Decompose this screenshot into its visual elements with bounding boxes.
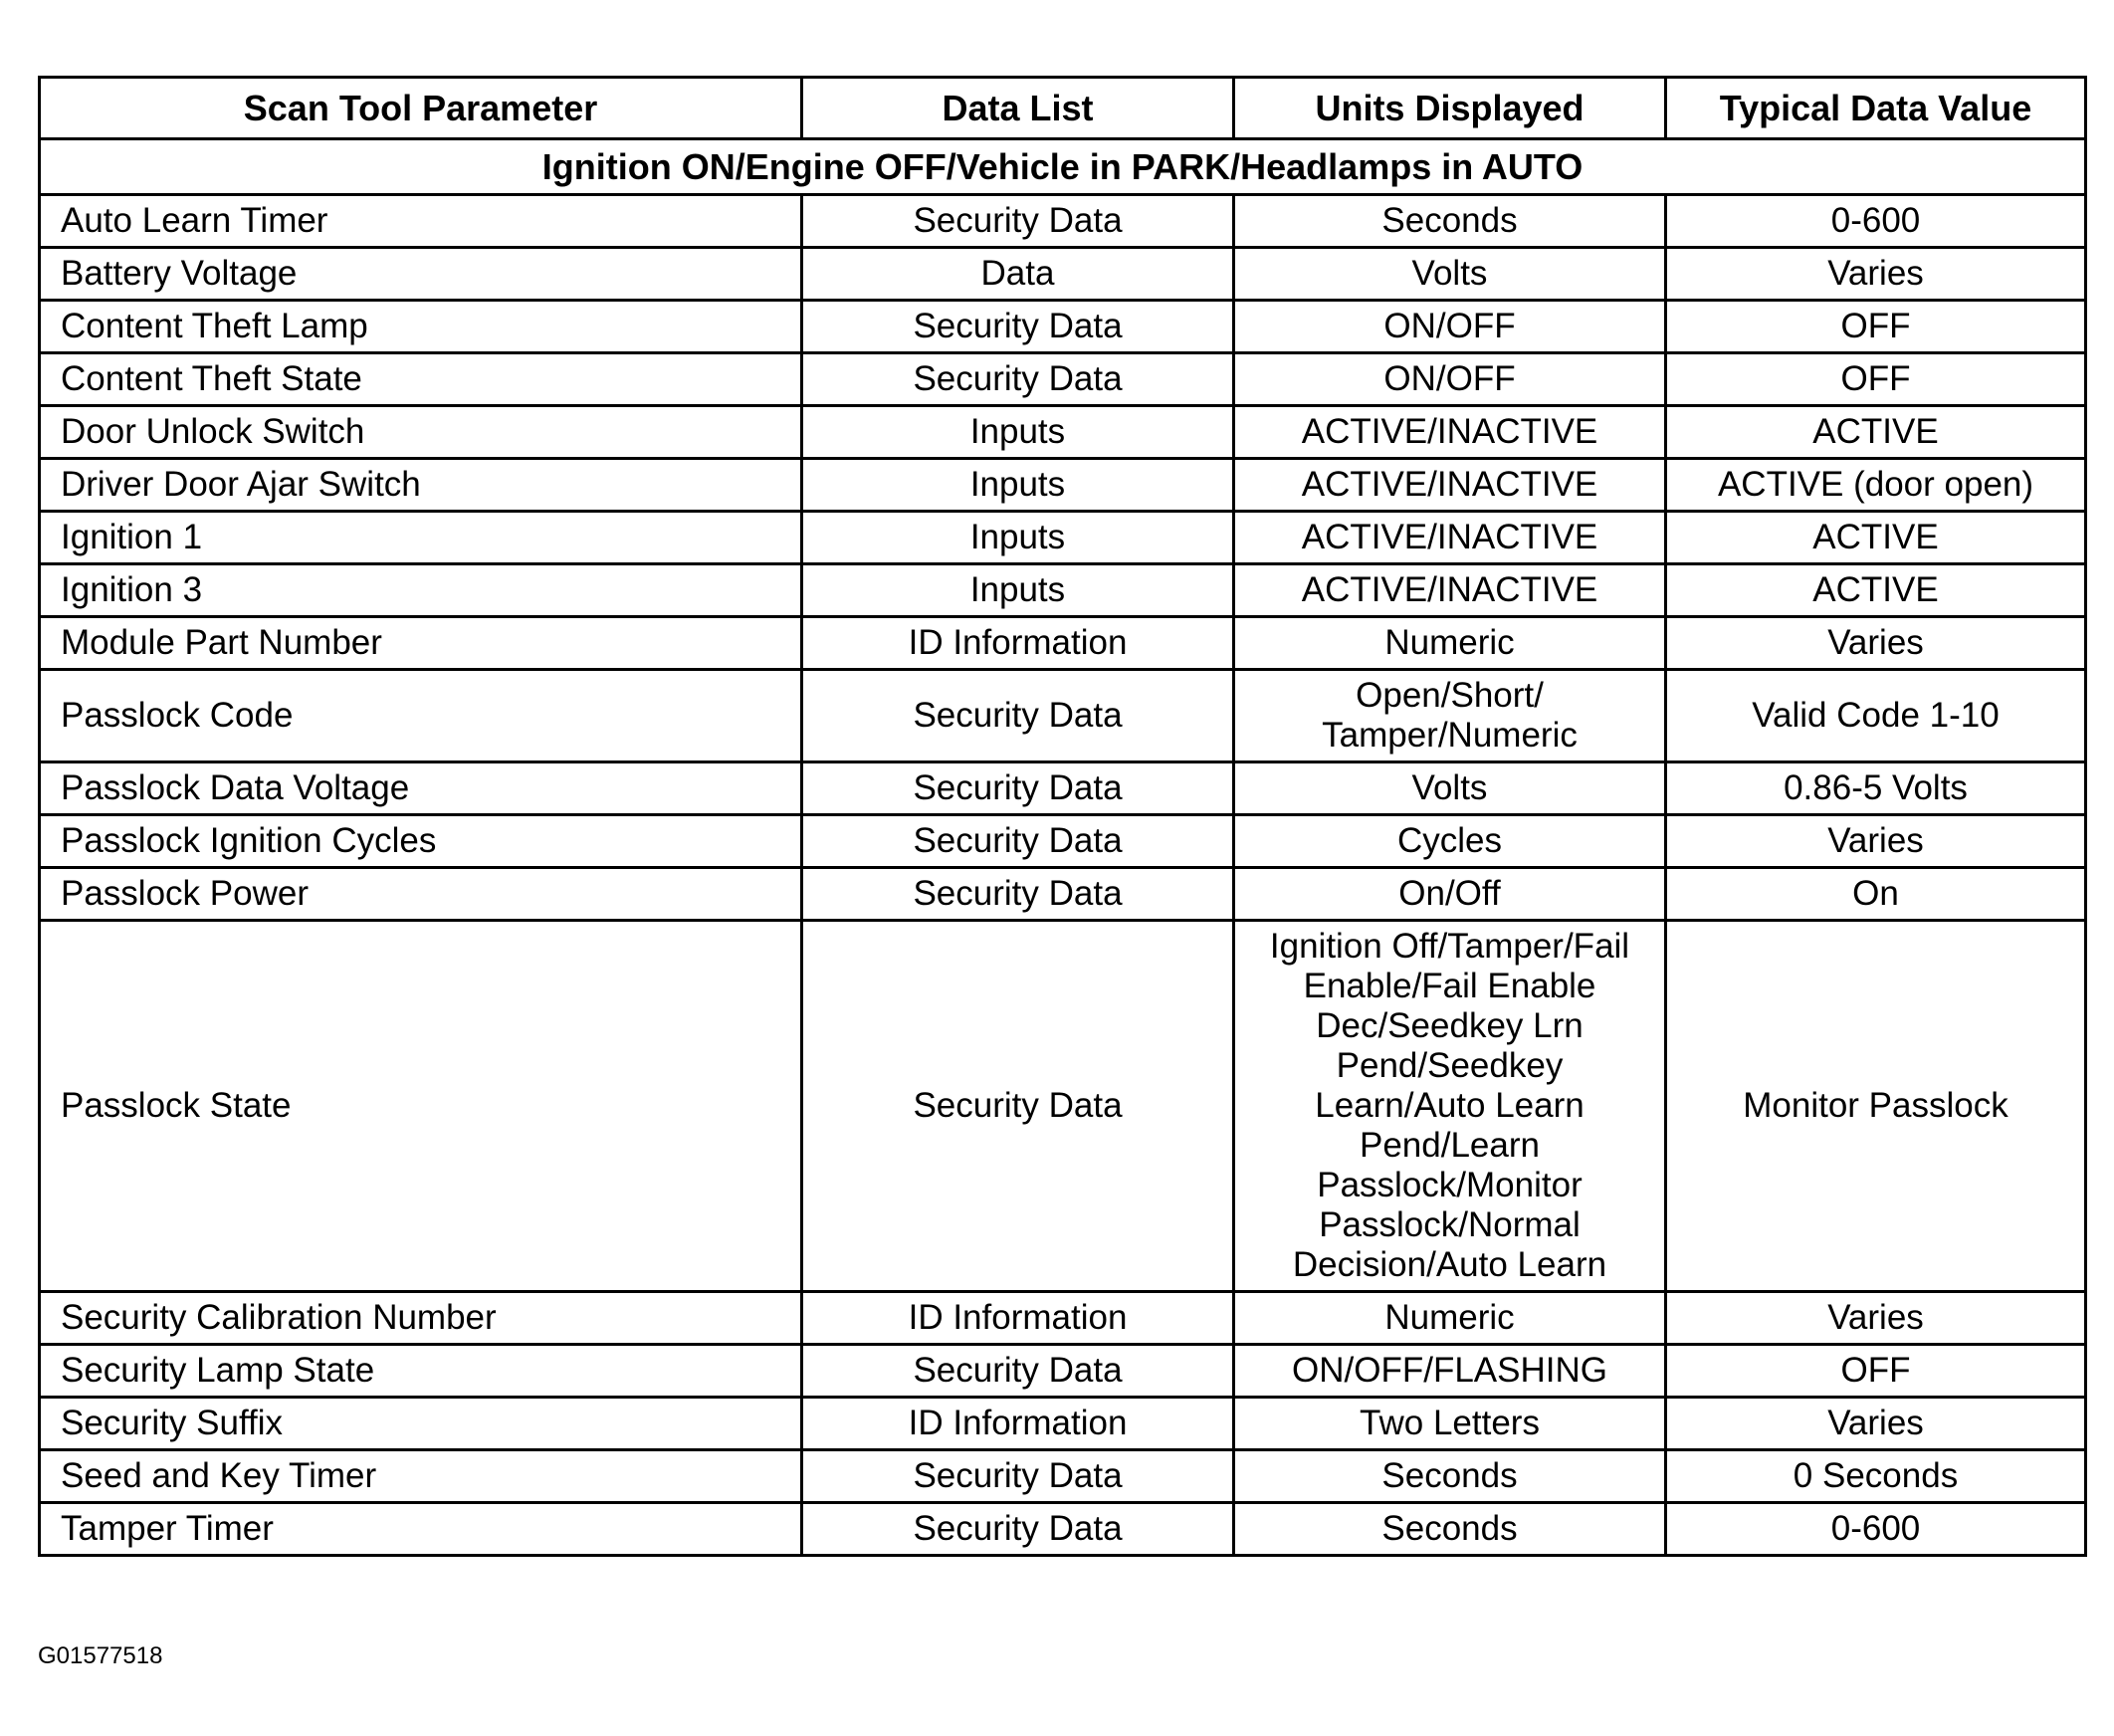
cell-parameter: Passlock Code xyxy=(40,670,802,762)
table-row xyxy=(40,512,2086,564)
cell-typical-data-value: 0.86-5 Volts xyxy=(1666,762,2086,815)
cell-units-displayed xyxy=(1234,868,1666,921)
cell-parameter: Seed and Key Timer xyxy=(40,1450,802,1503)
units-line: ACTIVE/INACTIVE xyxy=(1301,518,1598,556)
units-line: Seconds xyxy=(1381,1509,1518,1548)
table-row xyxy=(40,762,2086,815)
units-line: Two Letters xyxy=(1360,1404,1540,1442)
cell-units-displayed xyxy=(1234,921,1666,1292)
header-scan-tool-parameter: Scan Tool Parameter xyxy=(40,78,802,139)
cell-data-list: Security Data xyxy=(802,670,1234,762)
cell-units-displayed xyxy=(1234,617,1666,670)
cell-units-displayed xyxy=(1234,1503,1666,1556)
cell-data-list: Security Data xyxy=(802,1345,1234,1398)
units-line: Cycles xyxy=(1396,821,1503,860)
cell-data-list: Inputs xyxy=(802,512,1234,564)
units-line: Open/Short/ xyxy=(1356,676,1544,715)
cell-parameter: Door Unlock Switch xyxy=(40,406,802,459)
units-line: Pend/Learn xyxy=(1360,1126,1540,1165)
header-data-list: Data List xyxy=(802,78,1234,139)
cell-data-list: Inputs xyxy=(802,406,1234,459)
cell-parameter: Content Theft Lamp xyxy=(40,301,802,353)
units-line: Tamper/Numeric xyxy=(1322,716,1578,755)
table-header-row xyxy=(40,78,2086,139)
cell-data-list: ID Information xyxy=(802,617,1234,670)
cell-typical-data-value: ACTIVE xyxy=(1666,564,2086,617)
cell-units-displayed xyxy=(1234,512,1666,564)
units-line: ACTIVE/INACTIVE xyxy=(1301,570,1598,609)
units-line: Ignition Off/Tamper/Fail xyxy=(1269,927,1630,966)
cell-typical-data-value: ACTIVE xyxy=(1666,512,2086,564)
cell-data-list: Security Data xyxy=(802,921,1234,1292)
cell-typical-data-value: Varies xyxy=(1666,1292,2086,1345)
cell-parameter: Tamper Timer xyxy=(40,1503,802,1556)
table-row xyxy=(40,195,2086,248)
cell-parameter: Security Lamp State xyxy=(40,1345,802,1398)
cell-units-displayed xyxy=(1234,1398,1666,1450)
cell-parameter: Battery Voltage xyxy=(40,248,802,301)
cell-typical-data-value: Valid Code 1-10 xyxy=(1666,670,2086,762)
section-title: Ignition ON/Engine OFF/Vehicle in PARK/Headlamps in AUTO xyxy=(40,139,2086,195)
units-line: Numeric xyxy=(1384,1298,1515,1337)
table-row xyxy=(40,921,2086,1292)
table-row xyxy=(40,1345,2086,1398)
table-row xyxy=(40,617,2086,670)
cell-units-displayed xyxy=(1234,195,1666,248)
cell-typical-data-value: Varies xyxy=(1666,617,2086,670)
table-row xyxy=(40,815,2086,868)
table-row xyxy=(40,564,2086,617)
table-row xyxy=(40,406,2086,459)
cell-data-list: Inputs xyxy=(802,459,1234,512)
cell-typical-data-value: ACTIVE xyxy=(1666,406,2086,459)
units-line: Numeric xyxy=(1384,623,1515,662)
cell-typical-data-value: ACTIVE (door open) xyxy=(1666,459,2086,512)
section-row xyxy=(40,139,2086,195)
cell-typical-data-value: OFF xyxy=(1666,353,2086,406)
units-line: ON/OFF xyxy=(1383,307,1516,345)
cell-typical-data-value: Monitor Passlock xyxy=(1666,921,2086,1292)
units-line: Decision/Auto Learn xyxy=(1292,1245,1607,1284)
cell-typical-data-value: OFF xyxy=(1666,301,2086,353)
header-units-displayed: Units Displayed xyxy=(1234,78,1666,139)
table-row xyxy=(40,1450,2086,1503)
table-body xyxy=(40,139,2086,1556)
cell-units-displayed xyxy=(1234,301,1666,353)
units-line: Pend/Seedkey xyxy=(1336,1046,1564,1085)
cell-units-displayed xyxy=(1234,248,1666,301)
cell-data-list: Security Data xyxy=(802,1503,1234,1556)
units-line: On/Off xyxy=(1398,874,1501,913)
cell-units-displayed xyxy=(1234,762,1666,815)
cell-units-displayed xyxy=(1234,1345,1666,1398)
units-line: ACTIVE/INACTIVE xyxy=(1301,465,1598,504)
cell-parameter: Auto Learn Timer xyxy=(40,195,802,248)
units-line: Dec/Seedkey Lrn xyxy=(1316,1006,1584,1045)
cell-typical-data-value: Varies xyxy=(1666,1398,2086,1450)
cell-data-list: Security Data xyxy=(802,868,1234,921)
cell-parameter: Module Part Number xyxy=(40,617,802,670)
cell-parameter: Security Calibration Number xyxy=(40,1292,802,1345)
table-row xyxy=(40,868,2086,921)
scan-tool-data-table xyxy=(38,76,2087,1557)
cell-typical-data-value: On xyxy=(1666,868,2086,921)
cell-parameter: Passlock Ignition Cycles xyxy=(40,815,802,868)
cell-parameter: Ignition 3 xyxy=(40,564,802,617)
cell-typical-data-value: Varies xyxy=(1666,248,2086,301)
table-row xyxy=(40,1292,2086,1345)
units-line: Passlock/Normal xyxy=(1319,1205,1581,1244)
cell-data-list: Security Data xyxy=(802,195,1234,248)
cell-units-displayed xyxy=(1234,459,1666,512)
cell-typical-data-value: Varies xyxy=(1666,815,2086,868)
figure-id: G01577518 xyxy=(38,1642,163,1669)
table-row xyxy=(40,301,2086,353)
cell-parameter: Content Theft State xyxy=(40,353,802,406)
cell-typical-data-value: OFF xyxy=(1666,1345,2086,1398)
table-row xyxy=(40,670,2086,762)
units-line: Seconds xyxy=(1381,201,1518,240)
units-line: ON/OFF/FLASHING xyxy=(1292,1351,1607,1390)
cell-data-list: Data xyxy=(802,248,1234,301)
cell-data-list: Inputs xyxy=(802,564,1234,617)
table-row xyxy=(40,353,2086,406)
units-line: ON/OFF xyxy=(1383,359,1516,398)
header-typical-data-value: Typical Data Value xyxy=(1666,78,2086,139)
cell-units-displayed xyxy=(1234,1292,1666,1345)
units-line: Learn/Auto Learn xyxy=(1315,1086,1585,1125)
cell-data-list: Security Data xyxy=(802,301,1234,353)
table-row xyxy=(40,459,2086,512)
cell-data-list: ID Information xyxy=(802,1292,1234,1345)
units-line: Enable/Fail Enable xyxy=(1303,967,1596,1005)
cell-typical-data-value: 0-600 xyxy=(1666,195,2086,248)
cell-typical-data-value: 0-600 xyxy=(1666,1503,2086,1556)
cell-units-displayed xyxy=(1234,406,1666,459)
cell-data-list: Security Data xyxy=(802,815,1234,868)
table-row xyxy=(40,248,2086,301)
units-line: Volts xyxy=(1411,768,1488,807)
units-line: ACTIVE/INACTIVE xyxy=(1301,412,1598,451)
cell-parameter: Passlock Data Voltage xyxy=(40,762,802,815)
cell-units-displayed xyxy=(1234,670,1666,762)
cell-units-displayed xyxy=(1234,353,1666,406)
cell-data-list: Security Data xyxy=(802,353,1234,406)
cell-data-list: ID Information xyxy=(802,1398,1234,1450)
cell-parameter: Driver Door Ajar Switch xyxy=(40,459,802,512)
units-line: Passlock/Monitor xyxy=(1317,1166,1583,1204)
cell-units-displayed xyxy=(1234,815,1666,868)
table-row xyxy=(40,1398,2086,1450)
cell-parameter: Passlock Power xyxy=(40,868,802,921)
cell-parameter: Ignition 1 xyxy=(40,512,802,564)
cell-units-displayed xyxy=(1234,564,1666,617)
cell-parameter: Passlock State xyxy=(40,921,802,1292)
cell-typical-data-value: 0 Seconds xyxy=(1666,1450,2086,1503)
cell-data-list: Security Data xyxy=(802,762,1234,815)
cell-data-list: Security Data xyxy=(802,1450,1234,1503)
units-line: Seconds xyxy=(1381,1456,1518,1495)
cell-units-displayed xyxy=(1234,1450,1666,1503)
units-line: Volts xyxy=(1411,254,1488,293)
cell-parameter: Security Suffix xyxy=(40,1398,802,1450)
table-row xyxy=(40,1503,2086,1556)
